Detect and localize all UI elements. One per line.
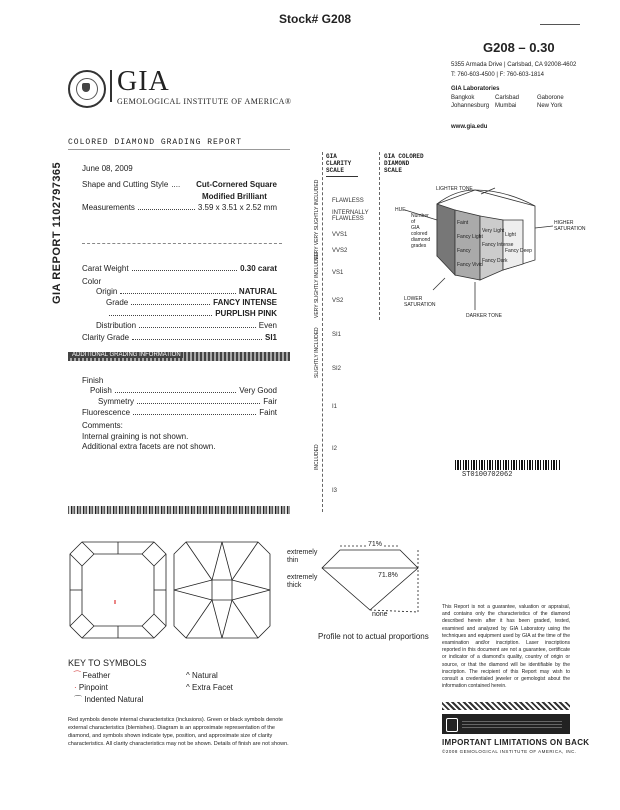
lock-icon: [446, 718, 458, 732]
finish-label: Finish: [82, 376, 104, 385]
barcode-number: ST0100702062: [462, 471, 513, 479]
carat-row: Carat Weight 0.30 carat: [82, 264, 277, 273]
face-label: Fancy Deep: [505, 248, 532, 254]
gia-seal-icon: [68, 70, 106, 108]
report-date: June 08, 2009: [82, 164, 133, 173]
face-label: Fancy Intense: [482, 242, 514, 248]
website: www.gia.edu: [451, 124, 488, 130]
clarity-grade: I2: [332, 446, 338, 452]
clarity-grade: VVS1: [332, 232, 348, 238]
lab-city: New York: [537, 103, 563, 109]
key-item-pinpoint: · Pinpoint: [74, 683, 108, 692]
comment-1: Internal graining is not shown.: [82, 432, 189, 441]
additional-banner: ADDITIONAL GRADING INFORMATION: [68, 352, 290, 361]
origin-row: Origin NATURAL: [96, 287, 277, 296]
key-title: KEY TO SYMBOLS: [68, 658, 147, 668]
face-label: Fancy: [457, 248, 471, 254]
clarity-grade: I1: [332, 404, 338, 410]
institute-name: GEMOLOGICAL INSTITUTE OF AMERICA®: [117, 97, 292, 106]
copyright: ©2008 GEMOLOGICAL INSTITUTE OF AMERICA, INC.: [442, 749, 577, 754]
color-scale-note: Number of GIA colored diamond grades: [411, 213, 431, 249]
clarity-grade: VS1: [332, 270, 344, 276]
face-label: Very Light: [482, 228, 505, 234]
face-label: Fancy Light: [457, 234, 483, 240]
scale-face: [480, 216, 503, 280]
color-label: Color: [82, 277, 102, 286]
depth-percentage: 71.8%: [378, 572, 398, 579]
report-number-side: GIA REPORT 1102797365: [51, 161, 63, 304]
logo-divider: [110, 70, 112, 102]
barcode: [455, 460, 560, 470]
scale-label: HIGHER SATURATION: [554, 220, 586, 232]
grade-row-2: PURPLISH PINK: [106, 309, 277, 318]
clarity-grade: FLAWLESS: [332, 198, 364, 204]
security-features-box: [442, 714, 570, 734]
clarity-row: Clarity Grade SI1: [82, 333, 277, 342]
shape-row: Shape and Cutting Style .... Cut-Cornered Square: [82, 180, 277, 189]
scale-label: LOWER SATURATION: [404, 296, 436, 308]
lab-city: Gaborone: [537, 95, 564, 101]
girdle-thick: extremely thick: [287, 574, 318, 589]
proportions-note: Profile not to actual proportions: [318, 632, 429, 641]
security-border: [442, 702, 570, 710]
lab-city: Johannesburg: [451, 103, 490, 109]
disclaimer: This Report is not a guarantee, valuation or appraisal, and contains only the characteristics of the diamond described herein after it has been graded, tested, examined and analyzed by GIA Laboratory using the techniques and equipment used by GIA at the time of the examination and/or inscription. Laser inscriptions reported in this document are not a guarantee, certificate or indicator of a diamond's quality, country of origin or source, or that the diamond will be identifiable by the inscription. The recipient of this Report may wish to consult a credentialed jeweler or gemologist about the information contained herein.: [442, 604, 570, 690]
clarity-group: INCLUDED: [314, 444, 320, 470]
shape-value-2: Modified Brilliant: [202, 192, 267, 201]
arrow-lower: [433, 278, 445, 290]
pavilion-diagram: [172, 540, 272, 640]
proportions-diagram: [310, 540, 430, 620]
girdle-thin: extremely thin: [287, 549, 318, 564]
face-label: Faint: [457, 220, 469, 226]
clarity-grade: I3: [332, 488, 338, 494]
color-scale-rule: [379, 152, 381, 320]
stock-label: Stock# G208: [279, 12, 352, 26]
face-label: Light: [505, 232, 516, 238]
face-label: Fancy Dark: [482, 258, 508, 264]
lab-city: Mumbai: [495, 103, 517, 109]
clarity-grade: SI1: [332, 332, 342, 338]
key-item-natural: ^ Natural: [186, 671, 218, 680]
scale-label: HUE: [395, 207, 406, 213]
arrow-hue: [405, 210, 437, 220]
limitations-title: IMPORTANT LIMITATIONS ON BACK: [442, 738, 590, 747]
grade-row: Grade FANCY INTENSE: [106, 298, 277, 307]
clarity-rule-1: [326, 176, 358, 177]
lab-city: Carlsbad: [495, 95, 520, 101]
key-item-indented: ⌒ Indented Natural: [74, 695, 144, 704]
clarity-grade: SI2: [332, 366, 342, 372]
clarity-scale-title: GIA CLARITY SCALE: [326, 153, 352, 174]
comment-2: Additional extra facets are not shown.: [82, 442, 216, 451]
symmetry-row: Symmetry Fair: [98, 397, 277, 406]
arrow-higher: [535, 226, 553, 228]
labs-list: [451, 95, 571, 109]
gia-logo-text: GIA: [117, 66, 170, 97]
scale-label: DARKER TONE: [466, 313, 502, 319]
color-scale-title: GIA COLORED DIAMOND SCALE: [384, 153, 424, 174]
report-title: COLORED DIAMOND GRADING REPORT: [68, 138, 243, 147]
clarity-group: SLIGHTLY INCLUDED: [314, 327, 320, 378]
culet: none: [372, 611, 388, 618]
scale-face: [437, 204, 455, 275]
polish-row: Polish Very Good: [90, 386, 277, 395]
stock-code: G208 – 0.30: [483, 40, 555, 55]
distribution-row: Distribution Even: [96, 321, 277, 330]
face-label: Fancy Vivid: [457, 262, 483, 268]
clarity-grade: INTERNALLY FLAWLESS: [332, 210, 369, 222]
crown-diagram: [68, 540, 168, 640]
key-item-feather: ⁀ Feather: [74, 671, 111, 680]
clarity-grade: VVS2: [332, 248, 348, 254]
address: 5355 Armada Drive | Carlsbad, CA 92008-4602: [451, 62, 577, 68]
comments-label: Comments:: [82, 421, 123, 430]
phone: T: 760-603-4500 | F: 760-603-1814: [451, 72, 544, 78]
hatched-band: [68, 506, 290, 514]
fluorescence-row: Fluorescence Faint: [82, 408, 277, 417]
clarity-group: VERY SLIGHTLY INCLUDED: [314, 252, 320, 318]
clarity-scale-rule: [322, 152, 324, 512]
table-percentage: 71%: [368, 541, 383, 548]
section-rule: [82, 243, 282, 244]
labs-title: GIA Laboratories: [451, 86, 500, 92]
symbols-note: Red symbols denote internal characteristics (inclusions). Green or black symbols denote external characteristics (blemishes). Diagram is an approximate representation of the diamond, and symbols shown indicate type, position, and approximate size of clarity characteristics. All clarity characteristics may not be shown. Details of finish are not shown.: [68, 717, 289, 747]
scale-label: LIGHTER TONE: [436, 186, 473, 192]
measurements-row: Measurements 3.59 x 3.51 x 2.52 mm: [82, 203, 277, 212]
top-rule: [540, 24, 580, 25]
clarity-group: VERY VERY SLIGHTLY INCLUDED: [314, 179, 320, 260]
lab-city: Bangkok: [451, 95, 475, 101]
title-rule: [68, 149, 290, 150]
key-item-extra-facet: ^ Extra Facet: [186, 683, 233, 692]
clarity-grade: VS2: [332, 298, 344, 304]
